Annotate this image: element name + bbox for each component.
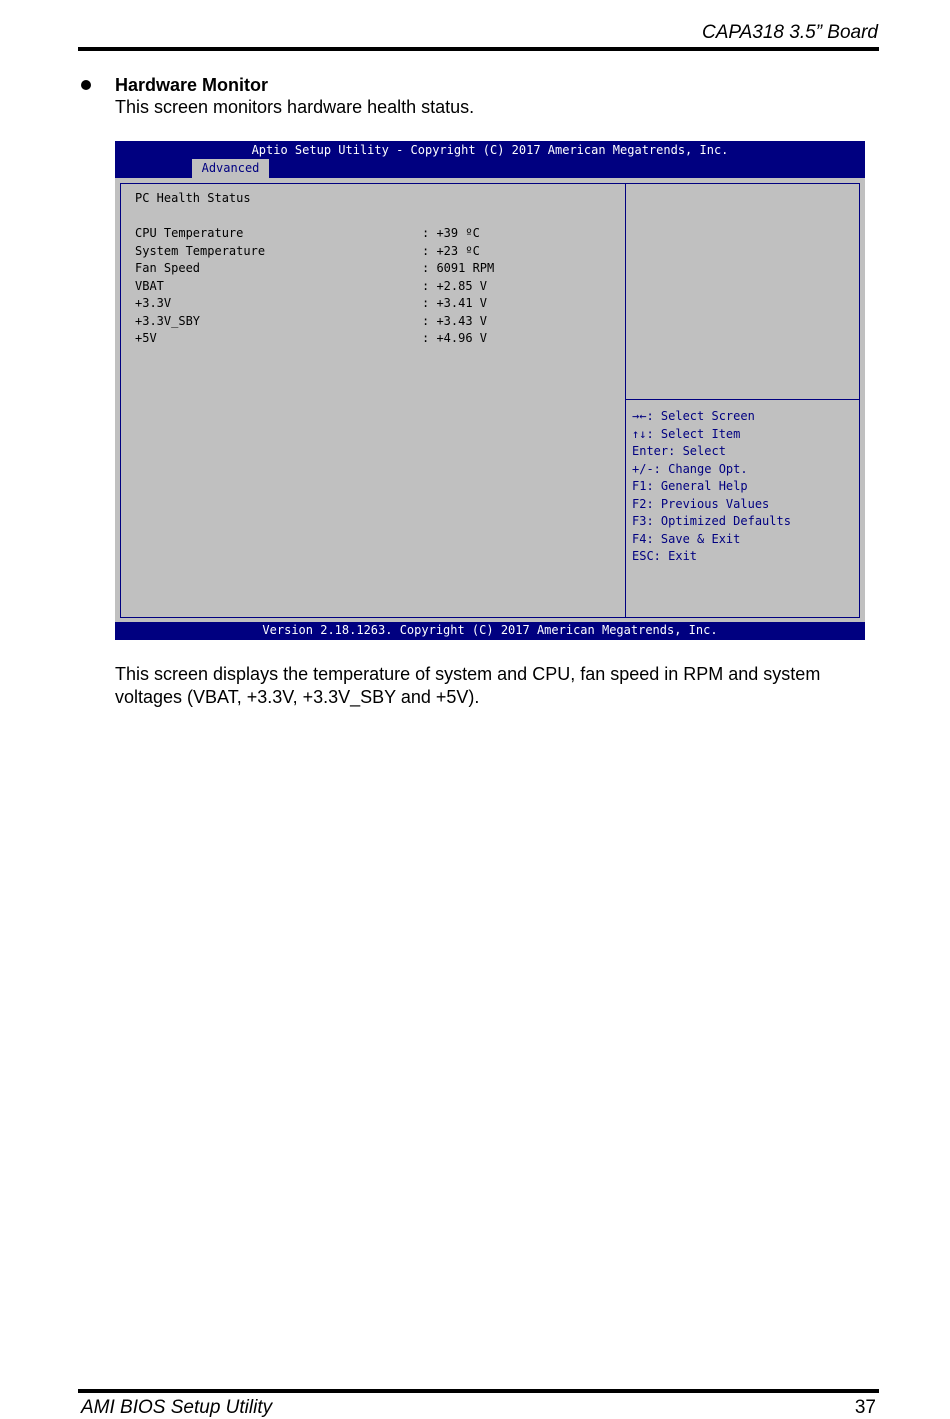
bios-help-divider <box>626 399 859 400</box>
bios-section-heading: PC Health Status <box>135 191 251 205</box>
health-row-5v <box>135 331 615 349</box>
health-value: : +39 ºC <box>422 226 480 240</box>
help-previous-values: F2: Previous Values <box>632 496 770 511</box>
section-title: Hardware Monitor <box>115 75 269 95</box>
bios-version: Version 2.18.1263. Copyright (C) 2017 American Megatrends, Inc. <box>262 623 718 637</box>
page-header-title: CAPA318 3.5” Board <box>701 22 878 43</box>
help-change-opt: +/-: Change Opt. <box>632 461 748 476</box>
description-paragraph: This screen displays the temperature of system and CPU, fan speed in RPM and system voltages (VBAT, +3.3V, +3.3V_SBY and +5V). <box>115 664 821 707</box>
health-label: System Temperature <box>135 243 266 258</box>
health-label: VBAT <box>135 278 164 293</box>
help-optimized-defaults: F3: Optimized Defaults <box>632 514 791 528</box>
footer-title: AMI BIOS Setup Utility <box>81 1397 273 1418</box>
health-value: : +4.96 V <box>422 331 488 345</box>
health-value: : +2.85 V <box>422 278 488 293</box>
tab-advanced[interactable]: Advanced <box>192 159 269 178</box>
health-label: Fan Speed <box>135 261 201 275</box>
health-status-list <box>135 226 615 349</box>
health-value: : +3.41 V <box>422 296 488 310</box>
help-enter-select: Enter: Select <box>632 444 726 458</box>
help-general-help: F1: General Help <box>632 479 748 493</box>
bios-title-bar <box>115 141 865 178</box>
health-value: : +3.43 V <box>422 313 488 328</box>
help-save-exit: F4: Save & Exit <box>632 531 741 546</box>
bios-vertical-divider <box>625 184 626 617</box>
health-row-vbat <box>135 279 615 297</box>
section-subtitle: This screen monitors hardware health status. <box>115 97 475 117</box>
bullet-icon <box>81 80 91 90</box>
health-value: : +23 ºC <box>422 243 480 258</box>
bios-key-help <box>632 409 791 567</box>
health-label: +3.3V <box>135 296 172 310</box>
health-row-3v3-sby <box>135 314 615 332</box>
help-select-item: ↑↓: Select Item <box>632 426 741 441</box>
help-select-screen: →←: Select Screen <box>632 409 755 423</box>
health-row-system-temperature <box>135 244 615 262</box>
page-number: 37 <box>854 1397 876 1418</box>
help-esc-exit: ESC: Exit <box>632 549 698 563</box>
header-rule <box>78 47 879 51</box>
bios-version-bar <box>115 622 865 640</box>
bios-main-frame <box>120 183 860 618</box>
health-row-fan-speed <box>135 261 615 279</box>
health-label: CPU Temperature <box>135 226 244 240</box>
health-label: +3.3V_SBY <box>135 313 201 328</box>
footer-rule <box>78 1389 879 1393</box>
health-row-3v3 <box>135 296 615 314</box>
bios-title: Aptio Setup Utility - Copyright (C) 2017 American Megatrends, Inc. <box>251 143 729 157</box>
health-row-cpu-temperature <box>135 226 615 244</box>
health-label: +5V <box>135 331 157 345</box>
health-value: : 6091 RPM <box>422 261 495 275</box>
bios-screenshot <box>115 141 865 640</box>
